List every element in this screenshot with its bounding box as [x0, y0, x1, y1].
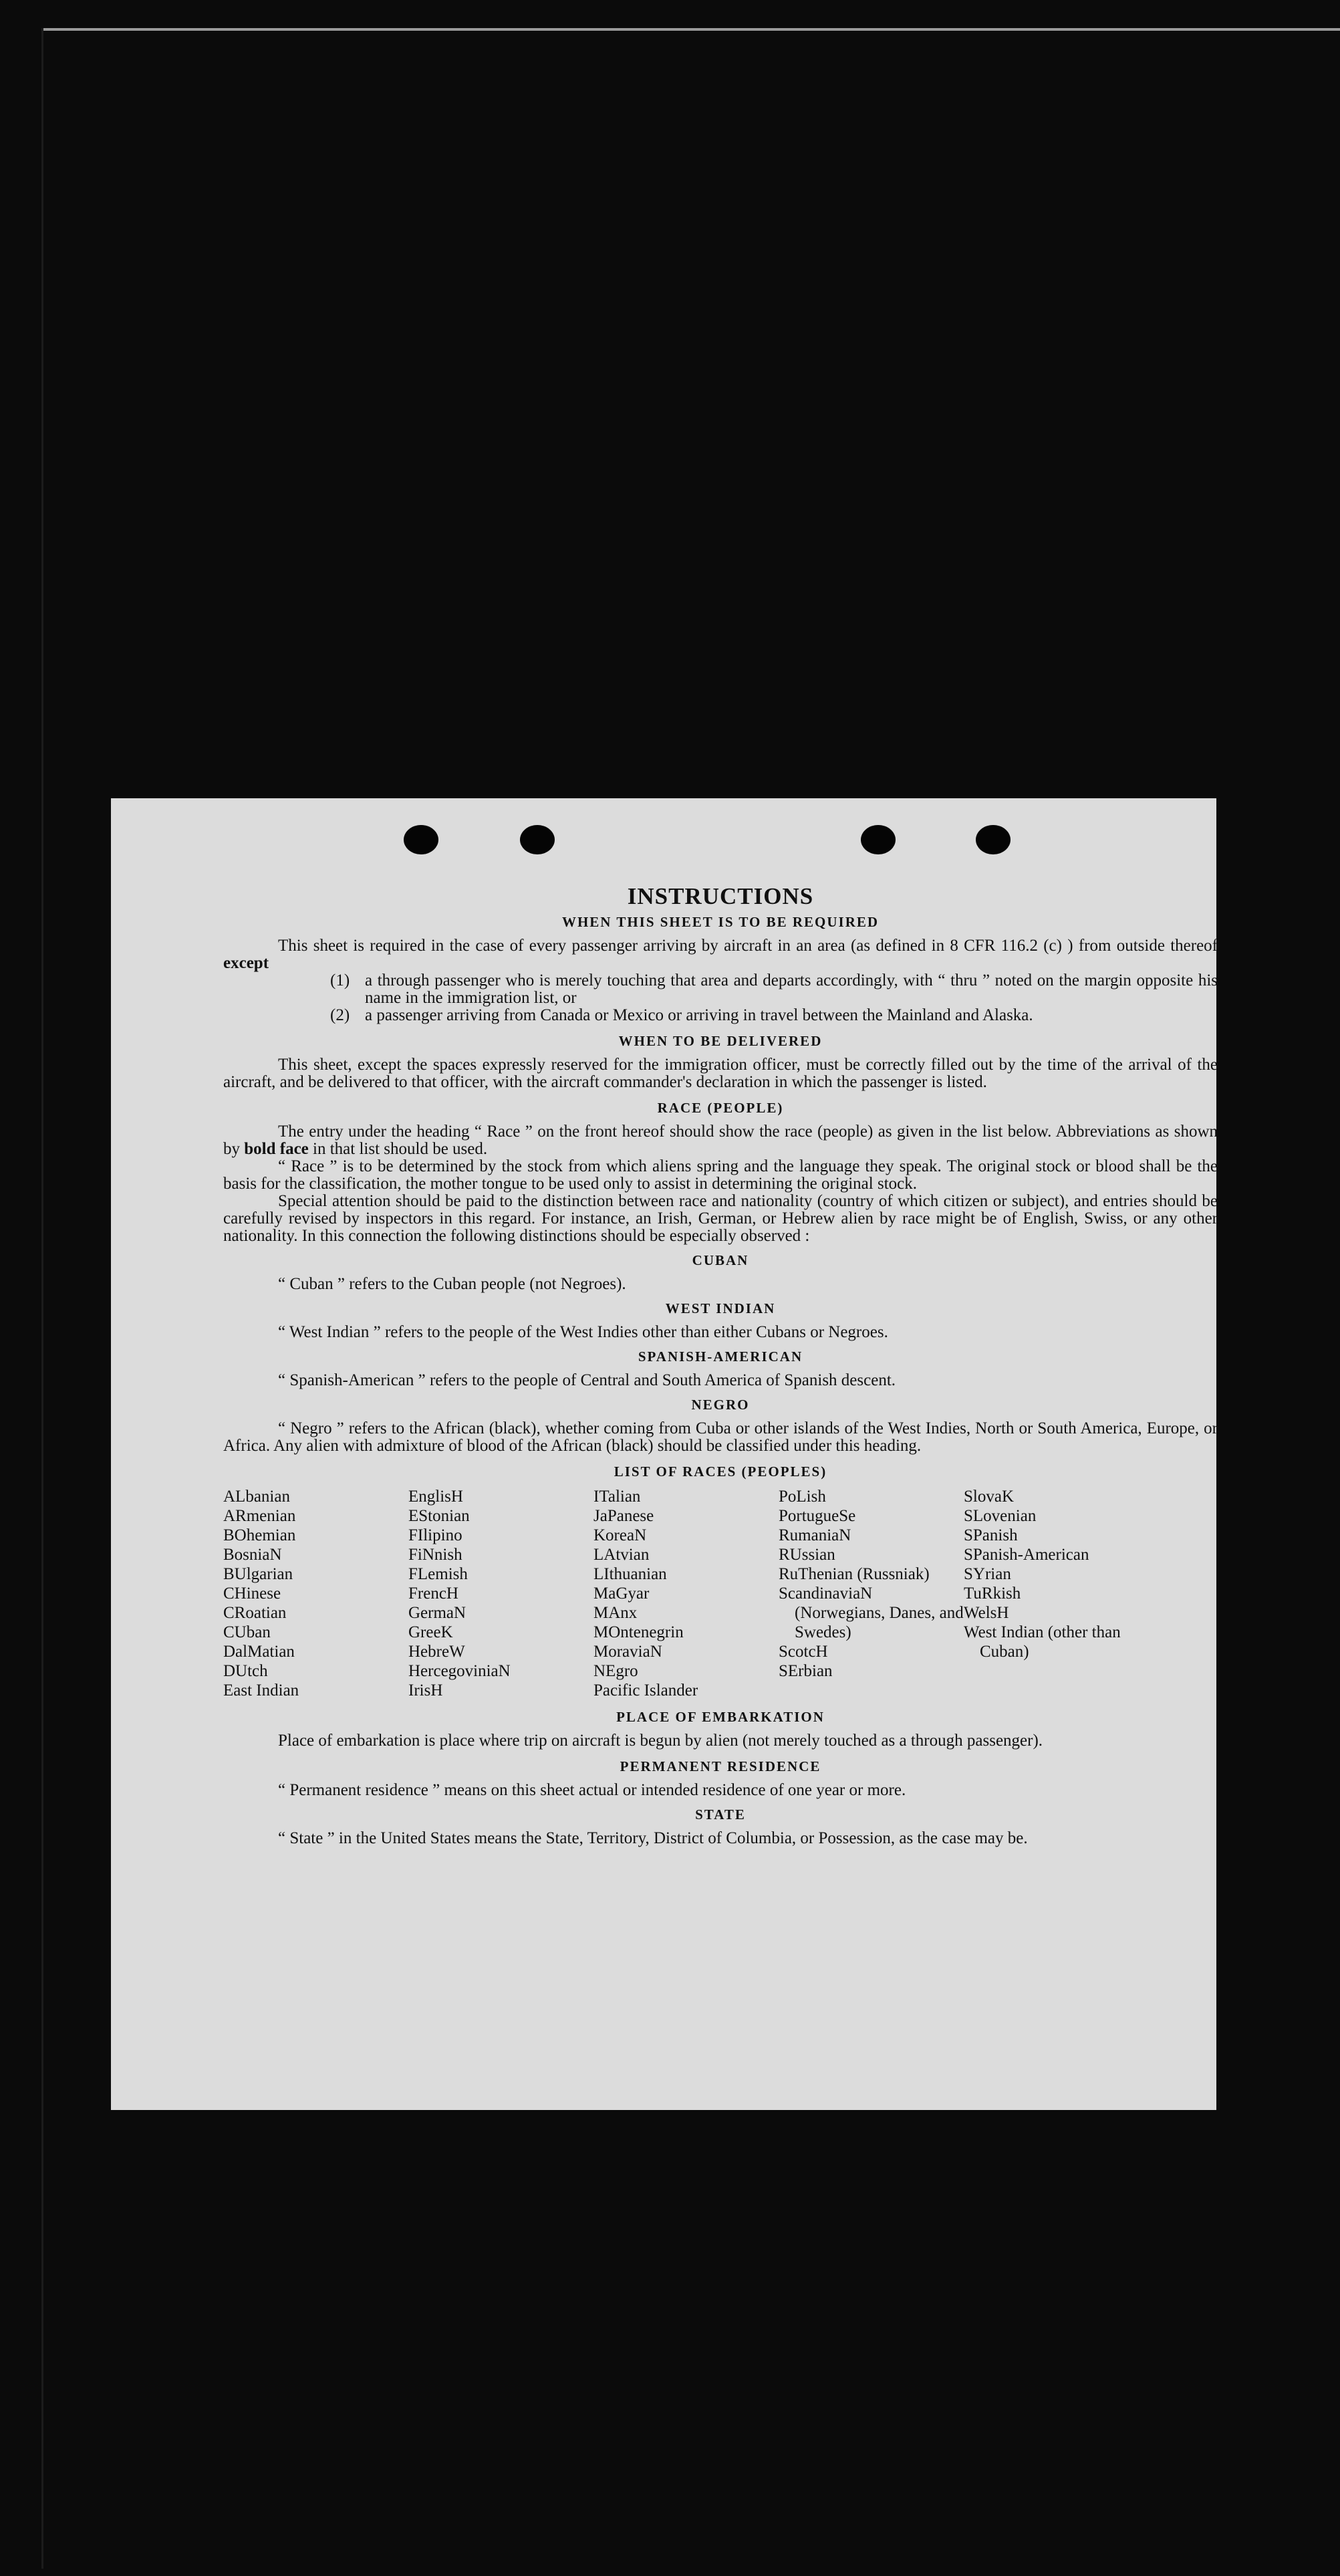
race-column [779, 1487, 964, 1700]
race-column [593, 1487, 779, 1700]
film-top-edge [41, 28, 1340, 31]
section-heading-list: LIST OF RACES (PEOPLES) [614, 1463, 827, 1480]
list-item: FLemish [408, 1565, 468, 1583]
list-item: SErbian [779, 1662, 833, 1680]
list-item: FIlipino [408, 1526, 462, 1544]
list-item: (2) a passenger arriving from Canada or Mexico or arriving in travel between the Mainland and Alaska. [330, 1006, 1033, 1024]
film-left-edge [41, 28, 43, 2569]
list-item: West Indian (other than Cuban) [964, 1623, 1121, 1661]
list-item: BosniaN [223, 1546, 282, 1564]
list-item: HercegoviniaN [408, 1662, 511, 1680]
list-item: RUssian [779, 1546, 835, 1564]
list-item: ScandinaviaN (Norwegians, Danes, and Swedes) [779, 1585, 964, 1641]
paragraph-required: This sheet is required in the case of every passenger arriving by aircraft in an area (as defined in 8 CFR 116.2 (c) ) from outside thereof except [223, 937, 1218, 972]
list-item: SlovaK [964, 1488, 1014, 1506]
list-item: NEgro [593, 1662, 638, 1680]
list-item: ARmenian [223, 1507, 296, 1525]
section-heading-negro: NEGRO [691, 1397, 750, 1413]
paragraph-cuban: “ Cuban ” refers to the Cuban people (not Negroes). [278, 1275, 626, 1293]
race-column [223, 1487, 408, 1700]
list-item: ALbanian [223, 1488, 290, 1506]
list-item: TuRkish [964, 1585, 1021, 1603]
list-item: PortugueSe [779, 1507, 856, 1525]
list-item: BUlgarian [223, 1565, 293, 1583]
list-item: EStonian [408, 1507, 470, 1525]
list-item: FiNnish [408, 1546, 462, 1564]
paragraph-state: “ State ” in the United States means the State, Territory, District of Columbia, or Possession, as the case may be. [278, 1829, 1028, 1847]
section-heading-cuban: CUBAN [692, 1252, 749, 1268]
list-item: EnglisH [408, 1488, 463, 1506]
paragraph-embarkation: Place of embarkation is place where trip on aircraft is begun by alien (not merely touched as a through passenger). [278, 1732, 1043, 1750]
list-item: KoreaN [593, 1526, 647, 1544]
list-item: Pacific Islander [593, 1681, 698, 1700]
list-item: IrisH [408, 1681, 443, 1700]
race-column [964, 1487, 1149, 1700]
list-item: RumaniaN [779, 1526, 851, 1544]
page-title: INSTRUCTIONS [627, 883, 814, 909]
list-item: SLovenian [964, 1507, 1037, 1525]
section-heading-spanish-american: SPANISH-AMERICAN [638, 1349, 803, 1365]
list-item: ITalian [593, 1488, 641, 1506]
punch-hole [976, 825, 1011, 854]
list-item: FrencH [408, 1585, 458, 1603]
list-item: CRoatian [223, 1604, 287, 1622]
list-item: ScotcH [779, 1643, 828, 1661]
list-item: DalMatian [223, 1643, 295, 1661]
paragraph-race-2: “ Race ” is to be determined by the stock from which aliens spring and the language they speak. The original stock or blood shall be the basis for the classification, the mother tongue to be used only to assist in determining the original stock. [223, 1157, 1218, 1193]
race-list [223, 1487, 1218, 1700]
list-item: MaGyar [593, 1585, 650, 1603]
list-item: SPanish [964, 1526, 1018, 1544]
list-item: MOntenegrin [593, 1623, 684, 1641]
list-item: SYrian [964, 1565, 1011, 1583]
list-item: GermaN [408, 1604, 466, 1622]
list-item: (1) a through passenger who is merely touching that area and departs accordingly, with “ thru ” noted on the margin opposite his name in the immigration list, or [330, 971, 1218, 1007]
section-heading-residence: PERMANENT RESIDENCE [620, 1758, 821, 1774]
list-item: East Indian [223, 1681, 299, 1700]
list-item: BOhemian [223, 1526, 296, 1544]
list-item: CUban [223, 1623, 271, 1641]
list-item: PoLish [779, 1488, 826, 1506]
document-sheet [111, 798, 1216, 2110]
section-heading-embarkation: PLACE OF EMBARKATION [616, 1709, 825, 1725]
section-heading-required: WHEN THIS SHEET IS TO BE REQUIRED [561, 914, 880, 930]
paragraph-race-1: The entry under the heading “ Race ” on the front hereof should show the race (people) as given in the list below. Abbreviations as shown by bold face in that list should be used. [223, 1123, 1218, 1158]
section-heading-delivered: WHEN TO BE DELIVERED [618, 1033, 823, 1049]
list-item: HebreW [408, 1643, 465, 1661]
list-item: CHinese [223, 1585, 281, 1603]
list-item: GreeK [408, 1623, 453, 1641]
list-item: MoraviaN [593, 1643, 662, 1661]
race-column [408, 1487, 593, 1700]
paragraph-residence: “ Permanent residence ” means on this sheet actual or intended residence of one year or more. [278, 1781, 906, 1799]
section-heading-state: STATE [695, 1806, 746, 1823]
list-item: MAnx [593, 1604, 638, 1622]
punch-hole [520, 825, 555, 854]
paragraph-negro: “ Negro ” refers to the African (black), whether coming from Cuba or other islands of the West Indies, North or South America, Europe, or Africa. Any alien with admixture of blood of the African (black) should be classified under this heading. [223, 1419, 1218, 1455]
section-heading-race: RACE (PEOPLE) [657, 1100, 784, 1116]
list-item: DUtch [223, 1662, 268, 1680]
list-item: JaPanese [593, 1507, 654, 1525]
paragraph-west-indian: “ West Indian ” refers to the people of the West Indies other than either Cubans or Negroes. [278, 1323, 888, 1341]
section-heading-west-indian: WEST INDIAN [665, 1300, 776, 1316]
list-item: LAtvian [593, 1546, 650, 1564]
paragraph-delivered: This sheet, except the spaces expressly reserved for the immigration officer, must be correctly filled out by the time of the arrival of the aircraft, and be delivered to that officer, with the aircraft commander's declaration in which the passenger is listed. [223, 1056, 1218, 1091]
paragraph-spanish-american: “ Spanish-American ” refers to the people of Central and South America of Spanish descent. [278, 1371, 896, 1389]
punch-hole [404, 825, 438, 854]
instructions-content [223, 883, 1218, 1847]
list-item: LIthuanian [593, 1565, 667, 1583]
punch-hole [861, 825, 896, 854]
paragraph-race-3: Special attention should be paid to the distinction between race and nationality (country of which citizen or subject), and entries should be carefully revised by inspectors in this regard. For instance, an Irish, German, or Hebrew alien by race might be of English, Swiss, or any other nationality. In this connection the following distinctions should be especially observed : [223, 1192, 1218, 1245]
list-item: SPanish-American [964, 1546, 1089, 1564]
list-item: RuThenian (Russniak) [779, 1565, 930, 1583]
list-item: WelsH [964, 1604, 1009, 1622]
